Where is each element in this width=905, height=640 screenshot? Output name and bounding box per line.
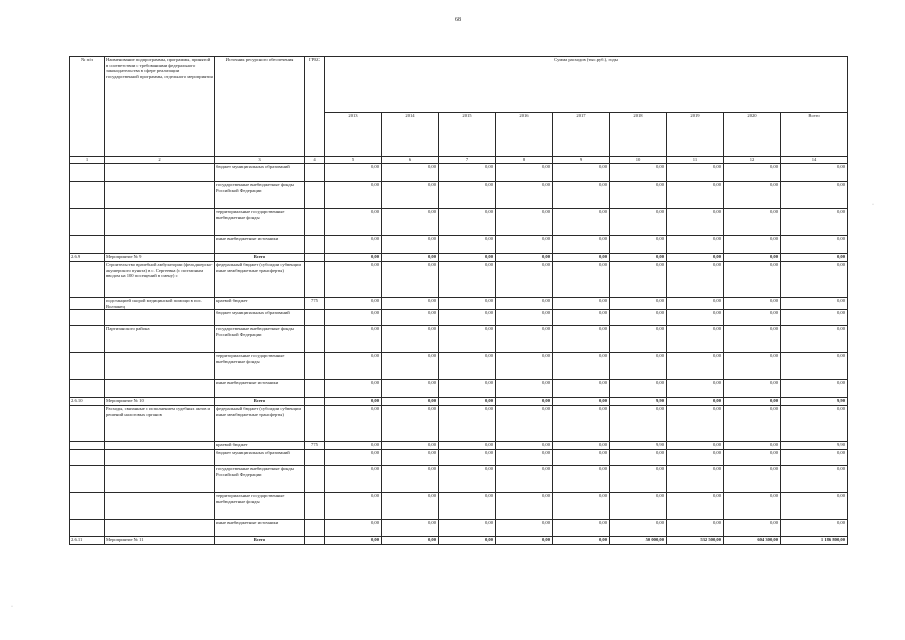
row-value: 0,00: [610, 326, 667, 353]
row-grbs: 775: [305, 298, 325, 310]
column-index: 11: [667, 157, 724, 164]
row-value: 0,00: [496, 182, 553, 209]
table-row: [70, 450, 848, 466]
row-value: 0,00: [667, 466, 724, 493]
row-value: 0,00: [781, 406, 848, 442]
row-value: 0,00: [382, 310, 439, 326]
row-id: [70, 450, 105, 466]
table-row: [70, 182, 848, 209]
row-value: 0,00: [781, 262, 848, 298]
row-value: 0,00: [667, 254, 724, 262]
row-value: 0,00: [553, 466, 610, 493]
row-value: 0,00: [382, 380, 439, 398]
row-value: 0,00: [496, 406, 553, 442]
row-value: 0,00: [610, 254, 667, 262]
row-value: 0,00: [496, 298, 553, 310]
row-source: Всего: [215, 537, 305, 545]
row-value: 0,00: [325, 520, 382, 537]
column-index: 5: [325, 157, 382, 164]
row-value: 0,00: [610, 298, 667, 310]
row-id: [70, 520, 105, 537]
row-value: 0,00: [439, 493, 496, 520]
row-value: 0,00: [610, 450, 667, 466]
row-value: 0,00: [382, 398, 439, 406]
scan-mark: ·: [11, 604, 13, 610]
table-row: [70, 310, 848, 326]
row-source: Всего: [215, 398, 305, 406]
row-value: 0,00: [439, 326, 496, 353]
row-id: [70, 164, 105, 182]
row-source: государственные внебюджетные фонды Российской Федерации: [215, 326, 305, 353]
row-value: 0,00: [496, 450, 553, 466]
row-grbs: [305, 406, 325, 442]
row-value: 0,00: [439, 254, 496, 262]
row-name: [105, 520, 215, 537]
row-value: 0,00: [325, 537, 382, 545]
row-value: 0,00: [667, 406, 724, 442]
row-name: Мероприятие № 9: [105, 254, 215, 262]
row-value: 0,00: [667, 310, 724, 326]
row-value: 50 000,00: [610, 537, 667, 545]
row-value: 0,00: [382, 236, 439, 254]
row-value: 0,00: [610, 466, 667, 493]
row-value: 0,00: [667, 380, 724, 398]
row-value: 0,00: [610, 380, 667, 398]
row-value: 0,00: [667, 236, 724, 254]
row-value: 0,00: [382, 262, 439, 298]
row-value: 0,00: [496, 164, 553, 182]
row-value: 0,00: [553, 353, 610, 380]
row-id: [70, 310, 105, 326]
row-value: 0,00: [553, 310, 610, 326]
row-value: 0,00: [382, 442, 439, 450]
column-index: 3: [215, 157, 305, 164]
row-value: 0,00: [667, 298, 724, 310]
row-grbs: [305, 236, 325, 254]
row-id: [70, 182, 105, 209]
row-value: 0,00: [724, 236, 781, 254]
row-value: 0,00: [553, 164, 610, 182]
scan-mark: ·: [872, 202, 874, 208]
row-value: 0,00: [325, 326, 382, 353]
row-value: 0,00: [325, 164, 382, 182]
row-value: 9,90: [781, 442, 848, 450]
row-id: [70, 209, 105, 236]
row-value: 0,00: [496, 209, 553, 236]
row-source: краевой бюджет: [215, 442, 305, 450]
row-value: 9,90: [610, 442, 667, 450]
row-source: государственные внебюджетные фонды Российской Федерации: [215, 466, 305, 493]
page-number: 68: [455, 17, 461, 23]
row-grbs: 775: [305, 442, 325, 450]
row-value: 0,00: [781, 236, 848, 254]
row-value: 0,00: [496, 380, 553, 398]
row-id: [70, 298, 105, 310]
row-value: 0,00: [667, 520, 724, 537]
header-costs: Сумма расходов (тыс.руб.), годы: [325, 57, 848, 113]
row-id: 2.6.11: [70, 537, 105, 545]
row-source: территориальные государственные внебюджетные фонды: [215, 353, 305, 380]
row-value: 0,00: [325, 298, 382, 310]
table-row: [70, 493, 848, 520]
row-grbs: [305, 398, 325, 406]
row-value: 0,00: [439, 209, 496, 236]
table-row: [70, 164, 848, 182]
table-row: [70, 466, 848, 493]
row-source: бюджет муниципальных образований: [215, 310, 305, 326]
row-value: 0,00: [439, 353, 496, 380]
row-value: 0,00: [325, 310, 382, 326]
row-source: федеральный бюджет (субсидии субвенции иные межбюджетные трансферты): [215, 406, 305, 442]
row-name: [105, 493, 215, 520]
row-value: 0,00: [553, 442, 610, 450]
row-value: 0,00: [667, 398, 724, 406]
row-grbs: [305, 466, 325, 493]
row-id: [70, 442, 105, 450]
row-value: 0,00: [325, 398, 382, 406]
row-name: [105, 380, 215, 398]
row-value: 0,00: [439, 298, 496, 310]
row-value: 0,00: [724, 182, 781, 209]
row-id: [70, 466, 105, 493]
row-source: бюджет муниципальных образований: [215, 164, 305, 182]
row-id: 2.6.9: [70, 254, 105, 262]
row-value: 0,00: [496, 537, 553, 545]
row-id: [70, 326, 105, 353]
row-value: 0,00: [610, 353, 667, 380]
row-value: 0,00: [724, 406, 781, 442]
row-value: 0,00: [781, 298, 848, 310]
row-value: 0,00: [325, 262, 382, 298]
row-value: 0,00: [781, 164, 848, 182]
table-row: [70, 537, 848, 545]
row-value: 0,00: [382, 326, 439, 353]
row-name: [105, 442, 215, 450]
row-value: 0,00: [496, 493, 553, 520]
table-row: [70, 520, 848, 537]
row-name: [105, 209, 215, 236]
row-value: 0,00: [439, 406, 496, 442]
table-row: [70, 442, 848, 450]
row-value: 0,00: [496, 466, 553, 493]
header-year: 2020: [724, 113, 781, 157]
row-grbs: [305, 493, 325, 520]
row-value: 0,00: [382, 182, 439, 209]
row-value: 0,00: [553, 406, 610, 442]
row-name: [105, 182, 215, 209]
row-value: 0,00: [553, 398, 610, 406]
row-value: 532 500,00: [667, 537, 724, 545]
row-value: 0,00: [724, 164, 781, 182]
row-value: 0,00: [496, 442, 553, 450]
row-value: 0,00: [610, 310, 667, 326]
row-value: 0,00: [439, 310, 496, 326]
row-value: 0,00: [724, 262, 781, 298]
table-row: [70, 353, 848, 380]
column-index: 2: [105, 157, 215, 164]
row-value: 9,90: [781, 398, 848, 406]
row-name: Мероприятие № 10: [105, 398, 215, 406]
row-value: 0,00: [553, 182, 610, 209]
row-name: [105, 164, 215, 182]
row-grbs: [305, 310, 325, 326]
row-value: 0,00: [553, 380, 610, 398]
row-value: 0,00: [553, 298, 610, 310]
row-name: Партизанского района: [105, 326, 215, 353]
row-id: [70, 406, 105, 442]
row-value: 0,00: [496, 398, 553, 406]
row-value: 0,00: [610, 520, 667, 537]
row-value: 0,00: [667, 164, 724, 182]
row-name: [105, 236, 215, 254]
table-row: [70, 380, 848, 398]
row-grbs: [305, 380, 325, 398]
row-value: 0,00: [325, 450, 382, 466]
row-value: 0,00: [724, 209, 781, 236]
row-source: государственные внебюджетные фонды Российской Федерации: [215, 182, 305, 209]
row-value: 0,00: [382, 254, 439, 262]
row-value: 0,00: [781, 380, 848, 398]
header-year: 2015: [439, 113, 496, 157]
header-year: Всего: [781, 113, 848, 157]
row-source: иные внебюджетные источники: [215, 520, 305, 537]
row-value: 0,00: [382, 520, 439, 537]
row-value: 0,00: [382, 406, 439, 442]
row-value: 0,00: [439, 380, 496, 398]
row-name: [105, 353, 215, 380]
row-value: 0,00: [325, 254, 382, 262]
row-value: 0,00: [667, 442, 724, 450]
table-row: [70, 254, 848, 262]
row-value: 0,00: [553, 520, 610, 537]
row-value: 0,00: [439, 450, 496, 466]
row-name: подстанцией скорой медицинской помощи в пос. Волчанец: [105, 298, 215, 310]
row-grbs: [305, 520, 325, 537]
row-value: 0,00: [439, 262, 496, 298]
row-value: 0,00: [781, 310, 848, 326]
row-grbs: [305, 209, 325, 236]
row-value: 0,00: [667, 353, 724, 380]
row-source: Всего: [215, 254, 305, 262]
row-source: иные внебюджетные источники: [215, 236, 305, 254]
row-value: 0,00: [325, 466, 382, 493]
row-value: 0,00: [781, 520, 848, 537]
row-value: 0,00: [325, 406, 382, 442]
row-value: 0,00: [553, 209, 610, 236]
row-value: 0,00: [496, 326, 553, 353]
row-value: 0,00: [382, 353, 439, 380]
row-grbs: [305, 326, 325, 353]
table-row: [70, 209, 848, 236]
column-index: 1: [70, 157, 105, 164]
row-value: 0,00: [724, 353, 781, 380]
row-grbs: [305, 164, 325, 182]
row-value: 0,00: [724, 380, 781, 398]
row-value: 0,00: [382, 298, 439, 310]
row-grbs: [305, 537, 325, 545]
row-value: 0,00: [553, 254, 610, 262]
row-name: Строительство врачебной амбулатории (фельдшерско-акушерского пункта) в с. Сергеевка (с поэтапным вводом на 100 посещений в смену) с: [105, 262, 215, 298]
row-value: 0,00: [781, 182, 848, 209]
row-value: 0,00: [724, 310, 781, 326]
row-value: 1 186 800,00: [781, 537, 848, 545]
row-value: 0,00: [496, 254, 553, 262]
row-value: 9,90: [610, 398, 667, 406]
row-source: территориальные государственные внебюджетные фонды: [215, 493, 305, 520]
row-value: 0,00: [496, 353, 553, 380]
column-index: 7: [439, 157, 496, 164]
row-value: 0,00: [724, 493, 781, 520]
row-grbs: [305, 450, 325, 466]
header-year: 2016: [496, 113, 553, 157]
header-year: 2013: [325, 113, 382, 157]
row-value: 0,00: [667, 182, 724, 209]
row-value: 0,00: [724, 398, 781, 406]
row-id: [70, 236, 105, 254]
row-value: 0,00: [325, 236, 382, 254]
row-name: Мероприятие № 11: [105, 537, 215, 545]
row-value: 0,00: [382, 466, 439, 493]
row-source: территориальные государственные внебюджетные фонды: [215, 209, 305, 236]
column-index: 6: [382, 157, 439, 164]
row-value: 0,00: [610, 406, 667, 442]
header-year: 2018: [610, 113, 667, 157]
column-index: 10: [610, 157, 667, 164]
budget-table: [69, 56, 848, 545]
row-source: федеральный бюджет (субсидии субвенции иные межбюджетные трансферты): [215, 262, 305, 298]
row-value: 0,00: [724, 442, 781, 450]
row-value: 0,00: [382, 164, 439, 182]
row-value: 0,00: [553, 262, 610, 298]
header-grbs: ГРБС: [305, 57, 325, 157]
column-index: 14: [781, 157, 848, 164]
row-value: 0,00: [325, 353, 382, 380]
row-value: 0,00: [439, 442, 496, 450]
row-value: 0,00: [382, 537, 439, 545]
row-value: 0,00: [325, 493, 382, 520]
row-name: [105, 310, 215, 326]
row-grbs: [305, 254, 325, 262]
row-name: [105, 450, 215, 466]
header-source: Источник ресурсного обеспечения: [215, 57, 305, 157]
row-value: 0,00: [439, 164, 496, 182]
row-value: 0,00: [610, 164, 667, 182]
row-value: 0,00: [439, 398, 496, 406]
row-value: 0,00: [667, 209, 724, 236]
row-value: 0,00: [439, 466, 496, 493]
row-value: 0,00: [439, 182, 496, 209]
row-source: бюджет муниципальных образований: [215, 450, 305, 466]
row-value: 0,00: [781, 353, 848, 380]
row-grbs: [305, 353, 325, 380]
row-value: 0,00: [667, 262, 724, 298]
row-value: 0,00: [496, 520, 553, 537]
row-value: 0,00: [553, 450, 610, 466]
row-value: 0,00: [610, 493, 667, 520]
row-value: 0,00: [724, 254, 781, 262]
row-value: 0,00: [610, 182, 667, 209]
row-value: 0,00: [382, 209, 439, 236]
column-index: 12: [724, 157, 781, 164]
row-value: 0,00: [553, 236, 610, 254]
row-value: 0,00: [724, 520, 781, 537]
row-value: 0,00: [724, 450, 781, 466]
row-value: 0,00: [610, 262, 667, 298]
row-value: 0,00: [781, 326, 848, 353]
table-row: [70, 236, 848, 254]
row-value: 0,00: [724, 466, 781, 493]
row-value: 0,00: [553, 326, 610, 353]
column-index: 4: [305, 157, 325, 164]
row-value: 0,00: [325, 442, 382, 450]
row-value: 0,00: [781, 254, 848, 262]
row-value: 0,00: [496, 236, 553, 254]
row-id: [70, 353, 105, 380]
row-value: 0,00: [325, 380, 382, 398]
row-name: Расходы, связанные с исполнением судебных актов и решений налоговых органов: [105, 406, 215, 442]
row-value: 604 300,00: [724, 537, 781, 545]
row-value: 0,00: [724, 326, 781, 353]
row-source: краевой бюджет: [215, 298, 305, 310]
row-value: 0,00: [553, 493, 610, 520]
row-value: 0,00: [439, 537, 496, 545]
row-value: 0,00: [781, 450, 848, 466]
row-id: [70, 262, 105, 298]
row-value: 0,00: [325, 182, 382, 209]
table-row: [70, 262, 848, 298]
row-value: 0,00: [610, 236, 667, 254]
table-row: [70, 326, 848, 353]
row-value: 0,00: [781, 466, 848, 493]
row-value: 0,00: [439, 520, 496, 537]
row-value: 0,00: [553, 537, 610, 545]
row-value: 0,00: [781, 209, 848, 236]
row-source: иные внебюджетные источники: [215, 380, 305, 398]
header-year: 2019: [667, 113, 724, 157]
header-year: 2014: [382, 113, 439, 157]
column-index: 9: [553, 157, 610, 164]
header-name: Наименование подпрограммы, программы, принятой в соответствии с требованиями федерального законодательства в сфере реализации государственной программы, отдельного мероприятия: [105, 57, 215, 157]
table-row: [70, 406, 848, 442]
row-grbs: [305, 262, 325, 298]
row-value: 0,00: [325, 209, 382, 236]
row-value: 0,00: [496, 262, 553, 298]
row-value: 0,00: [610, 209, 667, 236]
header-number: № п/п: [70, 57, 105, 157]
row-value: 0,00: [382, 493, 439, 520]
row-value: 0,00: [667, 326, 724, 353]
row-value: 0,00: [439, 236, 496, 254]
header-year: 2017: [553, 113, 610, 157]
row-id: [70, 380, 105, 398]
table-row: [70, 298, 848, 310]
row-grbs: [305, 182, 325, 209]
row-value: 0,00: [724, 298, 781, 310]
row-value: 0,00: [382, 450, 439, 466]
row-value: 0,00: [781, 493, 848, 520]
row-value: 0,00: [667, 450, 724, 466]
row-id: [70, 493, 105, 520]
column-index: 8: [496, 157, 553, 164]
row-id: 2.6.10: [70, 398, 105, 406]
row-value: 0,00: [496, 310, 553, 326]
row-value: 0,00: [667, 493, 724, 520]
table-row: [70, 398, 848, 406]
row-name: [105, 466, 215, 493]
